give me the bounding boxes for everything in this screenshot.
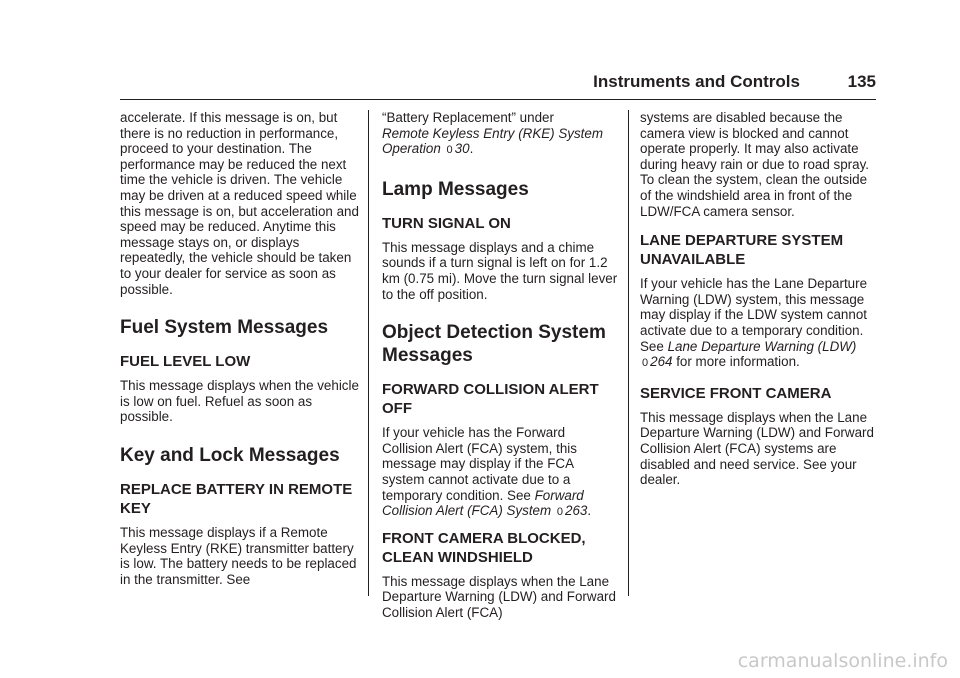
heading-lane-departure-unavailable: LANE DEPARTURE SYSTEM UNAVAILABLE [640,232,844,269]
page-number: 135 [847,72,876,91]
heading-key-and-lock-messages: Key and Lock Messages [120,444,340,466]
paragraph: “Battery Replacement” under Remote Keyless Entry (RKE) System Operation 0 30. [382,110,604,157]
arrow-ref-icon: 0 [556,506,564,519]
page-header [120,70,876,100]
cross-reference-link-ldw[interactable]: Lane Departure Warning (LDW) [667,338,857,354]
paragraph: This message displays when the Lane Departure Warning (LDW) and Forward Collision Alert (FCA) [382,573,616,620]
page-ref[interactable]: 263 [565,503,588,519]
paragraph: If your vehicle has the Forward Collision Alert (FCA) system, this message may display if the FCA system cannot activate due to a temporary condition. See Forward Collision Alert (FCA) System 0 263. [382,425,592,519]
paragraph: This message displays and a chime sounds if a turn signal is left on for 1.2 km (0.75 mi). Move the turn signal lever to the off position. [382,239,618,302]
paragraph: This message displays if a Remote Keyless Entry (RKE) transmitter battery is low. The battery needs to be replaced in the transmitter. See [120,524,357,587]
text: If your vehicle has the Lane Departure Warning (LDW) system, this message may display if the LDW system cannot activate due to a temporary condition. See [640,276,868,354]
text: “Battery Replacement” under [382,110,554,125]
heading-fuel-level-low: FUEL LEVEL LOW [120,353,251,371]
watermark: carmanualsonline.info [737,650,948,672]
heading-service-front-camera: SERVICE FRONT CAMERA [640,384,832,402]
column-3 [640,110,876,488]
heading-fuel-system-messages: Fuel System Messages [120,317,329,339]
paragraph [640,276,876,372]
column-2 [382,110,618,621]
arrow-ref-icon: 0 [642,357,649,370]
text: for more information. [676,354,800,370]
arrow-ref-icon: 0 [446,144,453,157]
heading-front-camera-blocked: FRONT CAMERA BLOCKED, CLEAN WINDSHIELD [382,529,586,566]
cross-reference-link-rke[interactable]: Remote Keyless Entry (RKE) System Operation [382,125,604,157]
cross-reference-link-fca[interactable]: Forward Collision Alert (FCA) System [382,487,584,519]
paragraph: This message displays when the vehicle is low on fuel. Refuel as soon as possible. [120,378,359,425]
paragraph: accelerate. If this message is on, but there is no reduction in performance, proceed to your destination. The performance may be reduced the next time the vehicle is driven. The vehicle may be driven at a reduced speed while this message is on, but acceleration and speed may be reduced. Anytime this message stays on, or displays repeatedly, the vehicle should be taken to your dealer for service as soon as possible. [120,110,359,297]
paragraph: This message displays when the Lane Departure Warning (LDW) and Forward Collision Alert (FCA) systems are disabled and need service. See your dealer. [640,409,874,488]
text: If your vehicle has the Forward Collision Alert (FCA) system, this message may display if the FCA system cannot activate due to a temporary condition. See [382,425,577,503]
page-ref[interactable]: 264 [650,354,673,370]
heading-turn-signal-on: TURN SIGNAL ON [382,214,511,232]
page-ref[interactable]: 30 [454,141,470,157]
section-title: Instruments and Controls [593,72,800,91]
heading-object-detection-messages: Object Detection System Messages [382,322,606,367]
column-1 [120,110,360,587]
heading-lamp-messages: Lamp Messages [382,178,529,200]
column-divider [368,110,369,596]
column-divider [628,110,629,596]
heading-replace-battery: REPLACE BATTERY IN REMOTE KEY [120,480,353,517]
heading-fca-off: FORWARD COLLISION ALERT OFF [382,381,599,418]
paragraph: systems are disabled because the camera view is blocked and cannot operate properly. It may also activate during heavy rain or due to road spray. To clean the system, clean the outside of the windshield area in front of the LDW/FCA camera sensor. [640,110,870,219]
